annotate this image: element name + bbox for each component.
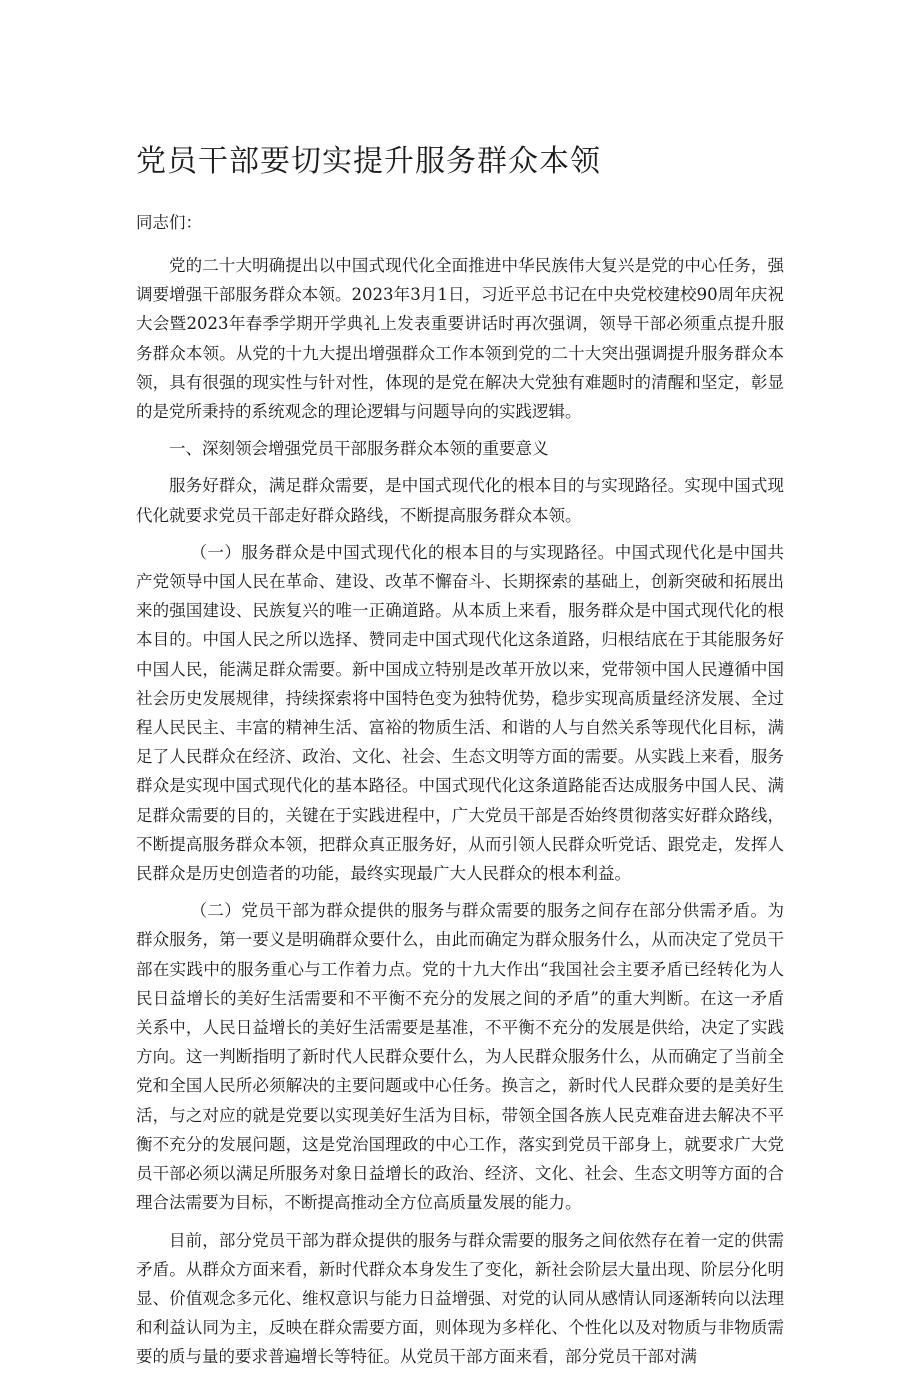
section-heading-1: 一、深刻领会增强党员干部服务群众本领的重要意义 <box>169 439 549 459</box>
document-title: 党员干部要切实提升服务群众本领 <box>136 144 601 179</box>
paragraph-current-issues: 目前，部分党员干部为群众提供的服务与群众需要的服务之间依然存在着一定的供需矛盾。从群众方面来看，新时代群众本身发生了变化，新社会阶层大量出现、阶层分化明显、价值观念多元化、维权意识与能力日益增强、对党的认同从感情认同逐渐转向以法理和利益认同为主，反映在群众需要方面，则体现为多样化、个性化以及对物质与非物质需要的质与量的要求普遍增长等特征。从党员干部方面来看，部分党员干部对满 <box>136 1230 784 1367</box>
paragraph-subsection-1: （一）服务群众是中国式现代化的根本目的与实现路径。中国式现代化是中国共产党领导中国人民在革命、建设、改革不懈奋斗、长期探索的基础上，创新突破和拓展出来的强国建设、民族复兴的唯一正确道路。从本质上来看，服务群众是中国式现代化的根本目的。中国人民之所以选择、赞同走中国式现代化这条道路，归根结底在于其能服务好中国人民，能满足群众需要。新中国成立特别是改革开放以来，党带领中国人民遵循中国社会历史发展规律，持续探索将中国特色变为独特优势，稳步实现高质量经济发展、全过程人民民主、丰富的精神生活、富裕的物质生活、和谐的人与自然关系等现代化目标，满足了人民群众在经济、政治、文化、社会、生态文明等方面的需要。从实践上来看，服务群众是实现中国式现代化的基本路径。中国式现代化这条道路能否达成服务中国人民、满足群众需要的目的，关键在于实践进程中，广大党员干部是否始终贯彻落实好群众路线，不断提高服务群众本领，把群众真正服务好，从而引领人民群众听党话、跟党走，发挥人民群众是历史创造者的功能，最终实现最广大人民群众的根本利益。 <box>136 542 784 884</box>
paragraph-intro: 党的二十大明确提出以中国式现代化全面推进中华民族伟大复兴是党的中心任务，强调要增强干部服务群众本领。2023年3月1日，习近平总书记在中央党校建校90周年庆祝大会暨2023年春季学期开学典礼上发表重要讲话时再次强调，领导干部必须重点提升服务群众本领。从党的十九大提出增强群众工作本领到党的二十大突出强调提升服务群众本领，具有很强的现实性与针对性，体现的是党在解决大党独有难题时的清醒和坚定，彰显的是党所秉持的系统观念的理论逻辑与问题导向的实践逻辑。 <box>136 256 784 422</box>
paragraph-section-summary: 服务好群众，满足群众需要，是中国式现代化的根本目的与实现路径。实现中国式现代化就要求党员干部走好群众路线，不断提高服务群众本领。 <box>136 476 784 525</box>
paragraph-subsection-2: （二）党员干部为群众提供的服务与群众需要的服务之间存在部分供需矛盾。为群众服务，第一要义是明确群众要什么，由此而确定为群众服务什么，从而决定了党员干部在实践中的服务重心与工作着力点。党的十九大作出“我国社会主要矛盾已经转化为人民日益增长的美好生活需要和不平衡不充分的发展之间的矛盾”的重大判断。在这一矛盾关系中，人民日益增长的美好生活需要是基准，不平衡不充分的发展是供给，决定了实践方向。这一判断指明了新时代人民群众要什么，为人民群众服务什么，从而确定了当前全党和全国人民所必须解决的主要问题或中心任务。换言之，新时代人民群众要的是美好生活，与之对应的就是党要以实现美好生活为目标，带领全国各族人民克难奋进去解决不平衡不充分的发展问题，这是党治国理政的中心工作，落实到党员干部身上，就要求广大党员干部必须以满足所服务对象日益增长的政治、经济、文化、社会、生态文明等方面的合理合法需要为目标，不断提高推动全方位高质量发展的能力。 <box>136 901 784 1213</box>
salutation: 同志们： <box>136 213 202 232</box>
document-body <box>136 140 784 1380</box>
